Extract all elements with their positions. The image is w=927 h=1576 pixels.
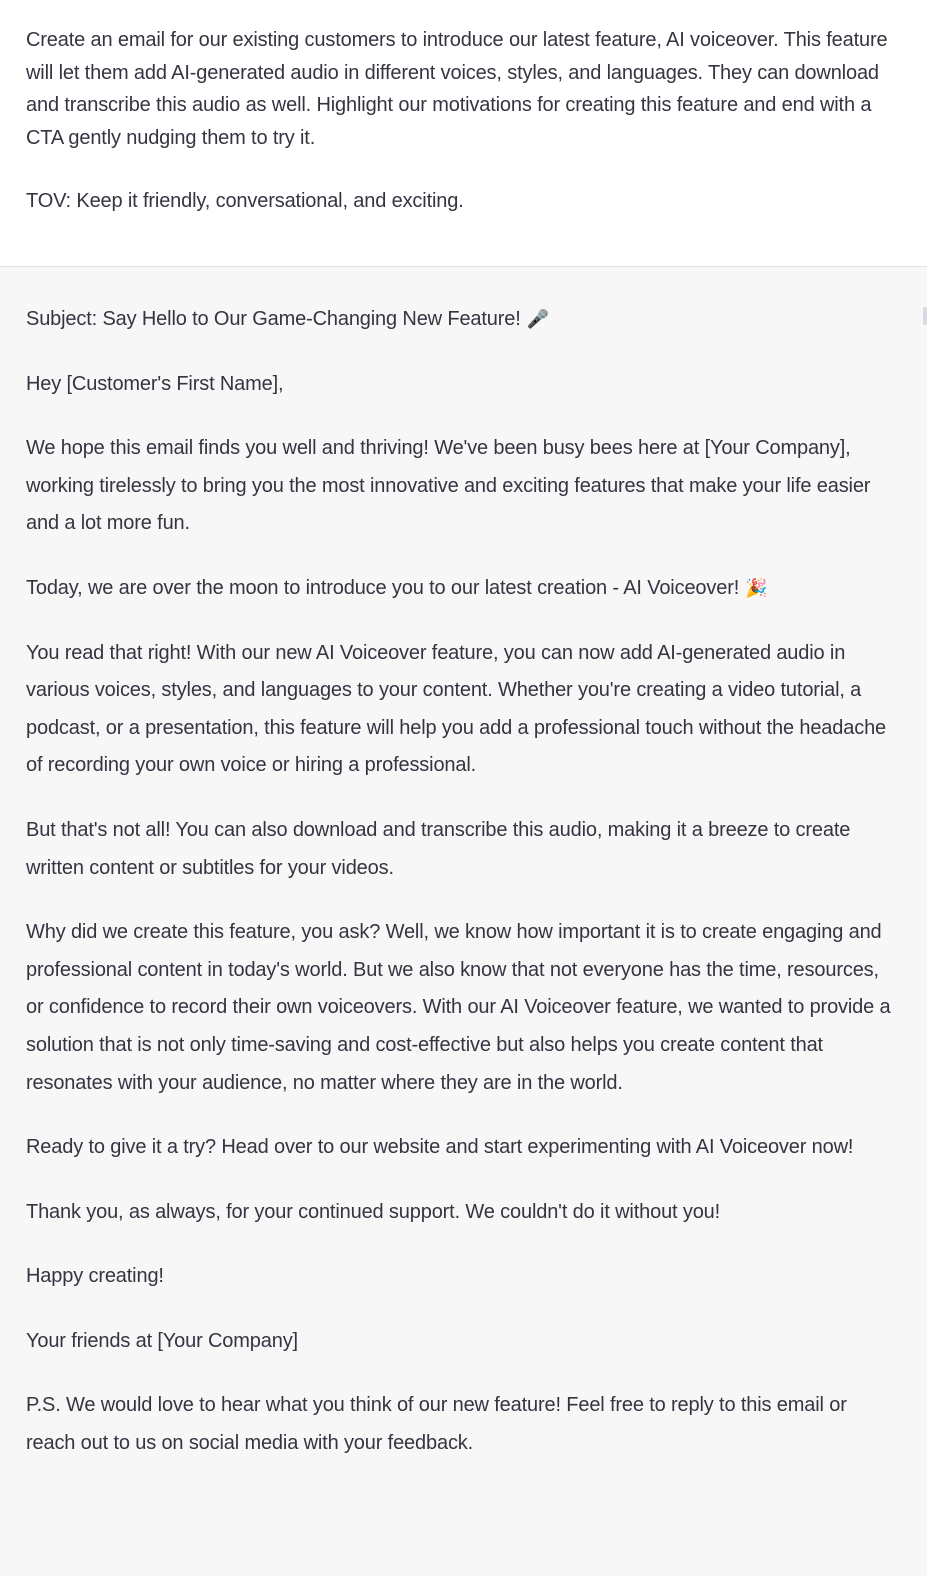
email-signature: Your friends at [Your Company] [26, 1329, 298, 1352]
email-ps: P.S. We would love to hear what you think of our new feature! Feel free to reply to this email or reach out to us on social media with your feedback. [26, 1394, 847, 1455]
party-popper-icon: 🎉 [745, 577, 768, 599]
assistant-response-message [0, 267, 927, 1576]
email-cta: Ready to give it a try? Head over to our website and start experimenting with AI Voiceover now! [26, 1136, 854, 1159]
email-subject [26, 301, 901, 339]
microphone-icon: 🎤 [526, 309, 549, 330]
scroll-edge-marker [923, 307, 927, 325]
user-prompt-message [0, 0, 927, 266]
prompt-tov: TOV: Keep it friendly, conversational, and exciting. [26, 190, 464, 212]
prompt-body: Create an email for our existing customers to introduce our latest feature, AI voiceover. This feature will let them add AI-generated audio in different voices, styles, and languages. They can download and transcribe this audio as well. Highlight our motivations for creating this feature and end with a CTA gently nudging them to try it. [26, 29, 888, 149]
email-greeting: Hey [Customer's First Name], [26, 372, 284, 395]
email-feature: You read that right! With our new AI Voiceover feature, you can now add AI-generated audio in various voices, styles, and languages to your content. Whether you're creating a video tutorial, a podcast, or a presentation, this feature will help you add a professional touch without the headache of recording your own voice or hiring a professional. [26, 641, 887, 777]
email-closing: Happy creating! [26, 1265, 164, 1288]
email-intro: We hope this email finds you well and thriving! We've been busy bees here at [Your Company], working tirelessly to bring you the most innovative and exciting features that make your life easier and a lot more fun. [26, 437, 871, 535]
email-thanks: Thank you, as always, for your continued support. We couldn't do it without you! [26, 1200, 721, 1223]
email-motivation: Why did we create this feature, you ask? Well, we know how important it is to create engaging and professional content in today's world. But we also know that not everyone has the time, resources, or confidence to record their own voiceovers. With our AI Voiceover feature, we wanted to provide a solution that is not only time-saving and cost-effective but also helps you create content that resonates with your audience, no matter where they are in the world. [26, 921, 891, 1094]
email-announcement [26, 570, 901, 608]
email-subject-text: Subject: Say Hello to Our Game-Changing New Feature! [26, 308, 521, 330]
email-announcement-text: Today, we are over the moon to introduce you to our latest creation - AI Voiceover! [26, 576, 740, 599]
email-extra: But that's not all! You can also download and transcribe this audio, making it a breeze to create written content or subtitles for your videos. [26, 818, 851, 879]
